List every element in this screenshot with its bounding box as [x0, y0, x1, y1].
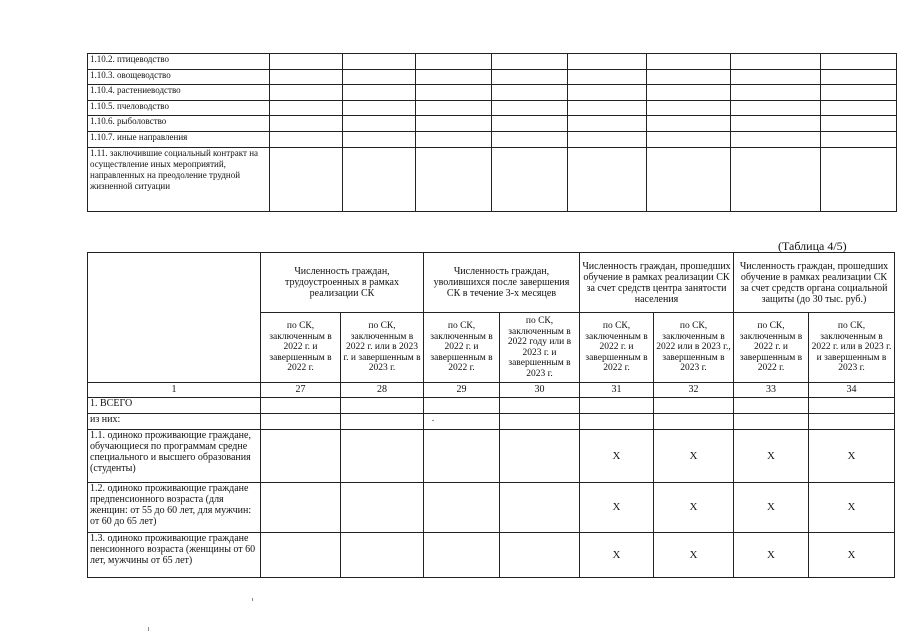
x-mark: Х	[734, 533, 809, 578]
top-table	[87, 53, 897, 212]
sub-header: по СК, заключенным в 2022 г. и завершенным в 2022 г.	[734, 313, 809, 383]
x-mark: Х	[809, 430, 895, 483]
table-caption: (Таблица 4/5)	[778, 239, 847, 253]
x-mark: Х	[654, 430, 734, 483]
table-row	[88, 132, 897, 148]
group-header: Численность граждан, прошедших обучение в рамках реализации СК за счет средств органа социальной защиты (до 30 тыс. руб.)	[734, 253, 895, 313]
x-mark: Х	[580, 430, 654, 483]
sub-header: по СК, заключенным в 2022 г. или в 2023 г. и завершенным в 2023 г.	[341, 313, 424, 383]
group-header: Численность граждан, прошедших обучение в рамках реализации СК за счет средств центра занятости населения	[580, 253, 734, 313]
row-label: 1.10.2. птицеводство	[88, 54, 270, 70]
row-label: 1.10.3. овощеводство	[88, 70, 270, 85]
scan-speck	[432, 420, 434, 421]
x-mark: Х	[580, 533, 654, 578]
table-row	[88, 430, 895, 483]
table-row	[88, 148, 897, 212]
x-mark: Х	[809, 533, 895, 578]
col-number: 1	[88, 383, 261, 398]
row-label: 1.10.6. рыболовство	[88, 116, 270, 132]
table-row	[88, 116, 897, 132]
sub-header: по СК, заключенным в 2022 г. или в 2023 г. и завершенным в 2023 г.	[809, 313, 895, 383]
x-mark: Х	[580, 483, 654, 533]
x-mark: Х	[734, 430, 809, 483]
col-number: 33	[734, 383, 809, 398]
sub-header: по СК, заключенным в 2022 г. и завершенным в 2022 г.	[580, 313, 654, 383]
header-row	[88, 253, 895, 313]
col-number: 29	[424, 383, 500, 398]
row-label: 1.2. одиноко проживающие граждане предпенсионного возраста (для женщин: от 55 до 60 лет, для мужчин: от 60 до 65 лет)	[88, 483, 261, 533]
table-row	[88, 101, 897, 116]
col-number: 28	[341, 383, 424, 398]
table-row	[88, 54, 897, 70]
col-number: 31	[580, 383, 654, 398]
x-mark: Х	[654, 533, 734, 578]
table-row	[88, 85, 897, 101]
scan-speck	[252, 598, 253, 601]
row-label: 1.3. одиноко проживающие граждане пенсионного возраста (женщины от 60 лет, мужчины от 65 лет)	[88, 533, 261, 578]
col-number: 32	[654, 383, 734, 398]
column-number-row	[88, 383, 895, 398]
table-row	[88, 414, 895, 430]
row-label: 1.1. одиноко проживающие граждане, обучающиеся по программам средне специального и высшего образования (студенты)	[88, 430, 261, 483]
row-label: из них:	[88, 414, 261, 430]
row-label: 1. ВСЕГО	[88, 398, 261, 414]
sub-header: по СК, заключенным в 2022 г. и завершенным в 2022 г.	[261, 313, 341, 383]
row-label: 1.10.5. пчеловодство	[88, 101, 270, 116]
sub-header: по СК, заключенным в 2022 г. и завершенным в 2022 г.	[424, 313, 500, 383]
group-header: Численность граждан, трудоустроенных в рамках реализации СК	[261, 253, 424, 313]
table-row	[88, 533, 895, 578]
header-corner	[88, 253, 261, 383]
row-label: 1.11. заключившие социальный контракт на осуществление иных мероприятий, направленных на преодоление трудной жизненной ситуации	[88, 148, 270, 212]
row-label: 1.10.4. растениеводство	[88, 85, 270, 101]
col-number: 30	[500, 383, 580, 398]
x-mark: Х	[809, 483, 895, 533]
x-mark: Х	[654, 483, 734, 533]
sub-header: по СК, заключенным в 2022 году или в 2023 г. и завершенным в 2023 г.	[500, 313, 580, 383]
x-mark: Х	[734, 483, 809, 533]
table-row	[88, 483, 895, 533]
table-row	[88, 398, 895, 414]
data-table	[87, 252, 895, 578]
row-label: 1.10.7. иные направления	[88, 132, 270, 148]
sub-header: по СК, заключенным в 2022 или в 2023 г., завершенным в 2023 г.	[654, 313, 734, 383]
col-number: 34	[809, 383, 895, 398]
scan-speck	[148, 627, 149, 631]
group-header: Численность граждан, уволившихся после завершения СК в течение 3-х месяцев	[424, 253, 580, 313]
col-number: 27	[261, 383, 341, 398]
table-row	[88, 70, 897, 85]
